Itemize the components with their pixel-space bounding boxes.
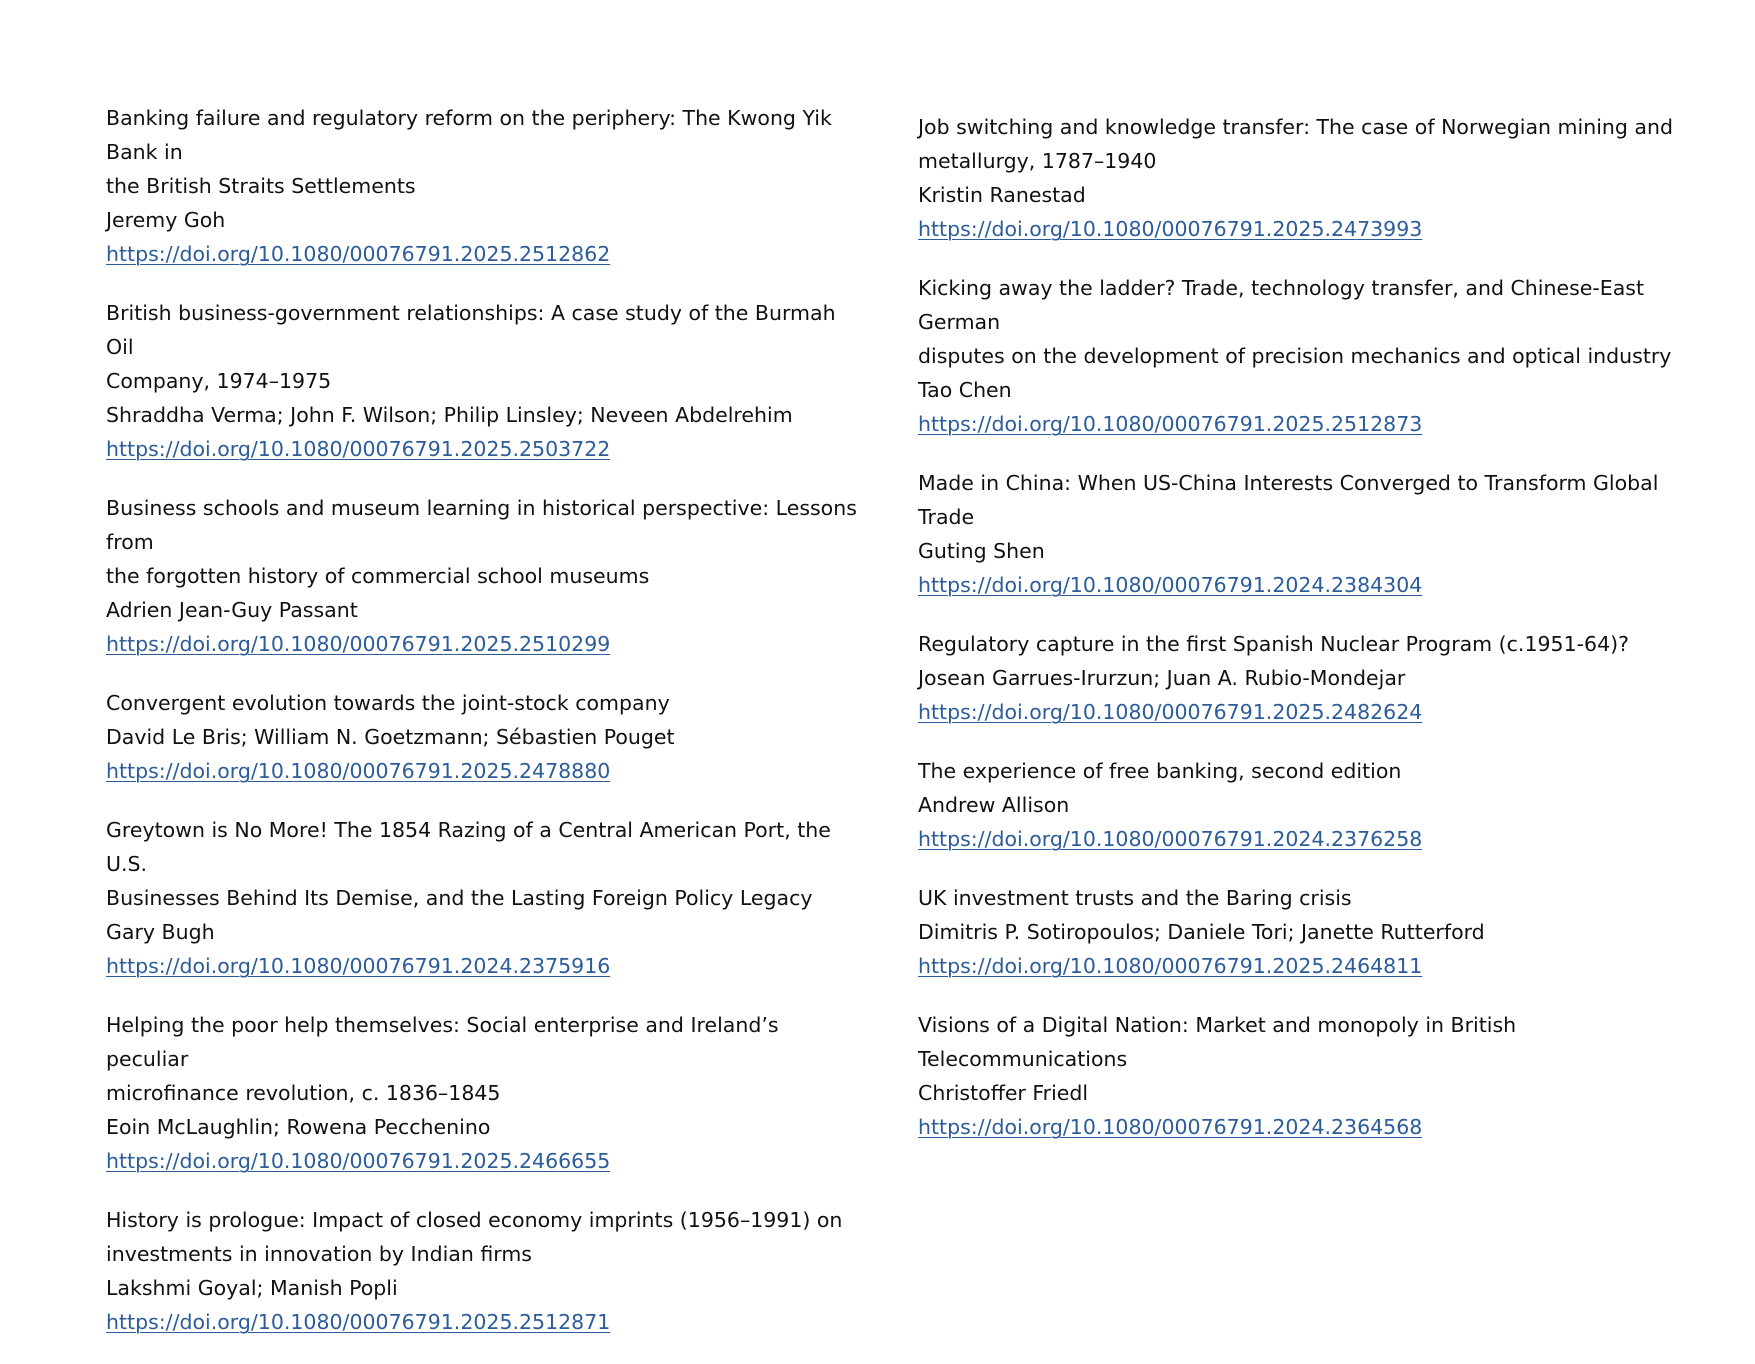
article-title-line: History is prologue: Impact of closed economy imprints (1956–1991) on <box>106 1208 843 1232</box>
article-authors: Guting Shen <box>918 539 1045 563</box>
doi-link[interactable]: https://doi.org/10.1080/00076791.2025.2466655 <box>106 1149 611 1173</box>
doi-link[interactable]: https://doi.org/10.1080/00076791.2024.2375916 <box>106 954 611 978</box>
right-article-entry <box>918 271 1698 441</box>
right-article-entry <box>918 1008 1698 1144</box>
article-title-line: Helping the poor help themselves: Social enterprise and Ireland’s peculiar <box>106 1013 779 1071</box>
doi-link-line <box>106 432 866 466</box>
doi-link[interactable]: https://doi.org/10.1080/00076791.2025.2478880 <box>106 759 611 783</box>
doi-link[interactable]: https://doi.org/10.1080/00076791.2024.2364568 <box>918 1115 1423 1139</box>
article-authors: Eoin McLaughlin; Rowena Pecchenino <box>106 1115 491 1139</box>
article-authors: Adrien Jean-Guy Passant <box>106 598 358 622</box>
left-article-entry <box>106 813 866 983</box>
article-title-line: disputes on the development of precision mechanics and optical industry <box>918 344 1672 368</box>
doi-link-line <box>106 237 866 271</box>
article-authors: Tao Chen <box>918 378 1012 402</box>
article-title-line: Made in China: When US-China Interests Converged to Transform Global Trade <box>918 471 1659 529</box>
left-article-entry <box>106 1203 866 1339</box>
doi-link[interactable]: https://doi.org/10.1080/00076791.2025.2503722 <box>106 437 611 461</box>
doi-link[interactable]: https://doi.org/10.1080/00076791.2025.2512873 <box>918 412 1423 436</box>
doi-link[interactable]: https://doi.org/10.1080/00076791.2025.2512871 <box>106 1310 611 1334</box>
doi-link-line <box>106 949 866 983</box>
doi-link[interactable]: https://doi.org/10.1080/00076791.2025.2512862 <box>106 242 611 266</box>
article-title-line: The experience of free banking, second edition <box>918 759 1402 783</box>
article-title-line: Company, 1974–1975 <box>106 369 332 393</box>
doi-link-line <box>918 568 1698 602</box>
right-article-entry <box>918 627 1698 729</box>
left-column <box>106 0 866 1364</box>
article-title-line: British business-government relationships: A case study of the Burmah Oil <box>106 301 836 359</box>
article-authors: Christoffer Friedl <box>918 1081 1089 1105</box>
left-article-entry <box>106 491 866 661</box>
doi-link-line <box>106 1144 866 1178</box>
doi-link[interactable]: https://doi.org/10.1080/00076791.2025.2464811 <box>918 954 1423 978</box>
doi-link[interactable]: https://doi.org/10.1080/00076791.2024.2376258 <box>918 827 1423 851</box>
doi-link[interactable]: https://doi.org/10.1080/00076791.2024.2384304 <box>918 573 1423 597</box>
article-authors: Josean Garrues-Irurzun; Juan A. Rubio-Mondejar <box>918 666 1406 690</box>
doi-link[interactable]: https://doi.org/10.1080/00076791.2025.2510299 <box>106 632 611 656</box>
right-article-entry <box>918 881 1698 983</box>
right-article-entry <box>918 754 1698 856</box>
article-authors: Dimitris P. Sotiropoulos; Daniele Tori; Janette Rutterford <box>918 920 1485 944</box>
left-article-entry <box>106 101 866 271</box>
article-title-line: the forgotten history of commercial school museums <box>106 564 650 588</box>
article-authors: Jeremy Goh <box>106 208 226 232</box>
article-title-line: UK investment trusts and the Baring crisis <box>918 886 1352 910</box>
right-article-entry <box>918 110 1698 246</box>
left-article-entry <box>106 296 866 466</box>
doi-link[interactable]: https://doi.org/10.1080/00076791.2025.2482624 <box>918 700 1423 724</box>
article-authors: Kristin Ranestad <box>918 183 1086 207</box>
article-title-line: Businesses Behind Its Demise, and the Lasting Foreign Policy Legacy <box>106 886 813 910</box>
doi-link-line <box>918 949 1698 983</box>
article-title-line: Business schools and museum learning in historical perspective: Lessons from <box>106 496 857 554</box>
doi-link[interactable]: https://doi.org/10.1080/00076791.2025.2473993 <box>918 217 1423 241</box>
right-column <box>918 0 1698 1169</box>
article-title-line: Job switching and knowledge transfer: The case of Norwegian mining and <box>918 115 1673 139</box>
article-authors: Andrew Allison <box>918 793 1070 817</box>
doi-link-line <box>918 407 1698 441</box>
left-article-entry <box>106 686 866 788</box>
article-authors: Gary Bugh <box>106 920 215 944</box>
article-title-line: the British Straits Settlements <box>106 174 416 198</box>
left-article-entry <box>106 1008 866 1178</box>
article-title-line: investments in innovation by Indian firms <box>106 1242 532 1266</box>
article-title-line: Regulatory capture in the first Spanish Nuclear Program (c.1951-64)? <box>918 632 1629 656</box>
doi-link-line <box>918 212 1698 246</box>
article-title-line: Visions of a Digital Nation: Market and monopoly in British Telecommunications <box>918 1013 1517 1071</box>
doi-link-line <box>918 1110 1698 1144</box>
article-title-line: Banking failure and regulatory reform on the periphery: The Kwong Yik Bank in <box>106 106 832 164</box>
doi-link-line <box>106 627 866 661</box>
article-title-line: Greytown is No More! The 1854 Razing of a Central American Port, the U.S. <box>106 818 831 876</box>
article-authors: Shraddha Verma; John F. Wilson; Philip Linsley; Neveen Abdelrehim <box>106 403 793 427</box>
doi-link-line <box>106 1305 866 1339</box>
article-title-line: Kicking away the ladder? Trade, technology transfer, and Chinese-East German <box>918 276 1645 334</box>
article-title-line: Convergent evolution towards the joint-stock company <box>106 691 670 715</box>
article-title-line: metallurgy, 1787–1940 <box>918 149 1157 173</box>
doi-link-line <box>918 695 1698 729</box>
doi-link-line <box>918 822 1698 856</box>
doi-link-line <box>106 754 866 788</box>
article-authors: Lakshmi Goyal; Manish Popli <box>106 1276 398 1300</box>
article-title-line: microfinance revolution, c. 1836–1845 <box>106 1081 501 1105</box>
right-article-entry <box>918 466 1698 602</box>
article-authors: David Le Bris; William N. Goetzmann; Sébastien Pouget <box>106 725 675 749</box>
